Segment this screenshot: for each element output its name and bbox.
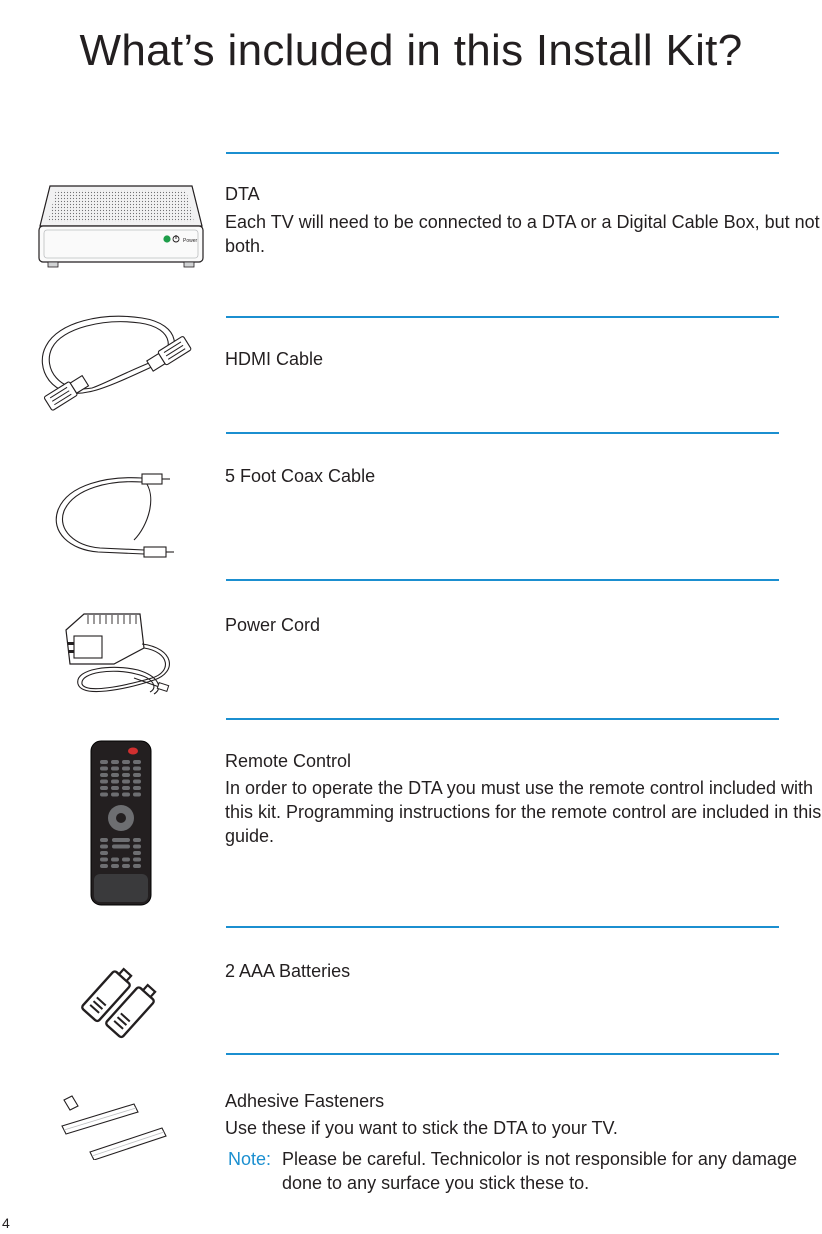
section-divider [226,316,779,318]
item-desc-remote-control: In order to operate the DTA you must use the remote control included with this kit. Programming instructions for the remote control are included in this guide. [225,778,822,846]
section-divider [226,579,779,581]
item-desc-adhesive-fasteners: Use these if you want to stick the DTA to your TV. [225,1118,618,1138]
power-label: Power [183,238,198,244]
section-divider [226,1053,779,1055]
power-cord-image [54,608,184,708]
item-name-hdmi-cable: HDMI Cable [225,349,324,369]
section-divider [226,926,779,928]
remote-control-image [90,740,152,906]
item-name-power-cord: Power Cord [225,615,321,635]
note [228,1147,822,1195]
note-text: Please be careful. Technicolor is not responsible for any damage done to any surface you stick these to. [282,1149,797,1193]
aaa-batteries-image [72,960,168,1042]
item-name-aaa-batteries: 2 AAA Batteries [225,961,351,981]
item-name-coax-cable: 5 Foot Coax Cable [225,466,376,486]
page-number: 4 [2,1215,10,1231]
page-title: What’s included in this Install Kit? [79,26,743,76]
hdmi-cable-image [32,306,202,418]
note-label: Note: [228,1149,272,1169]
section-divider [226,152,779,154]
item-name-remote-control: Remote Control [225,751,352,771]
coax-cable-image [48,466,188,564]
section-divider [226,432,779,434]
item-name-dta: DTA [225,184,260,204]
dta-box-image [36,182,206,270]
item-name-adhesive-fasteners: Adhesive Fasteners [225,1091,385,1111]
adhesive-fasteners-image [56,1092,176,1160]
item-desc-dta: Each TV will need to be connected to a DTA or a Digital Cable Box, but not both. [225,212,820,256]
section-divider [226,718,779,720]
